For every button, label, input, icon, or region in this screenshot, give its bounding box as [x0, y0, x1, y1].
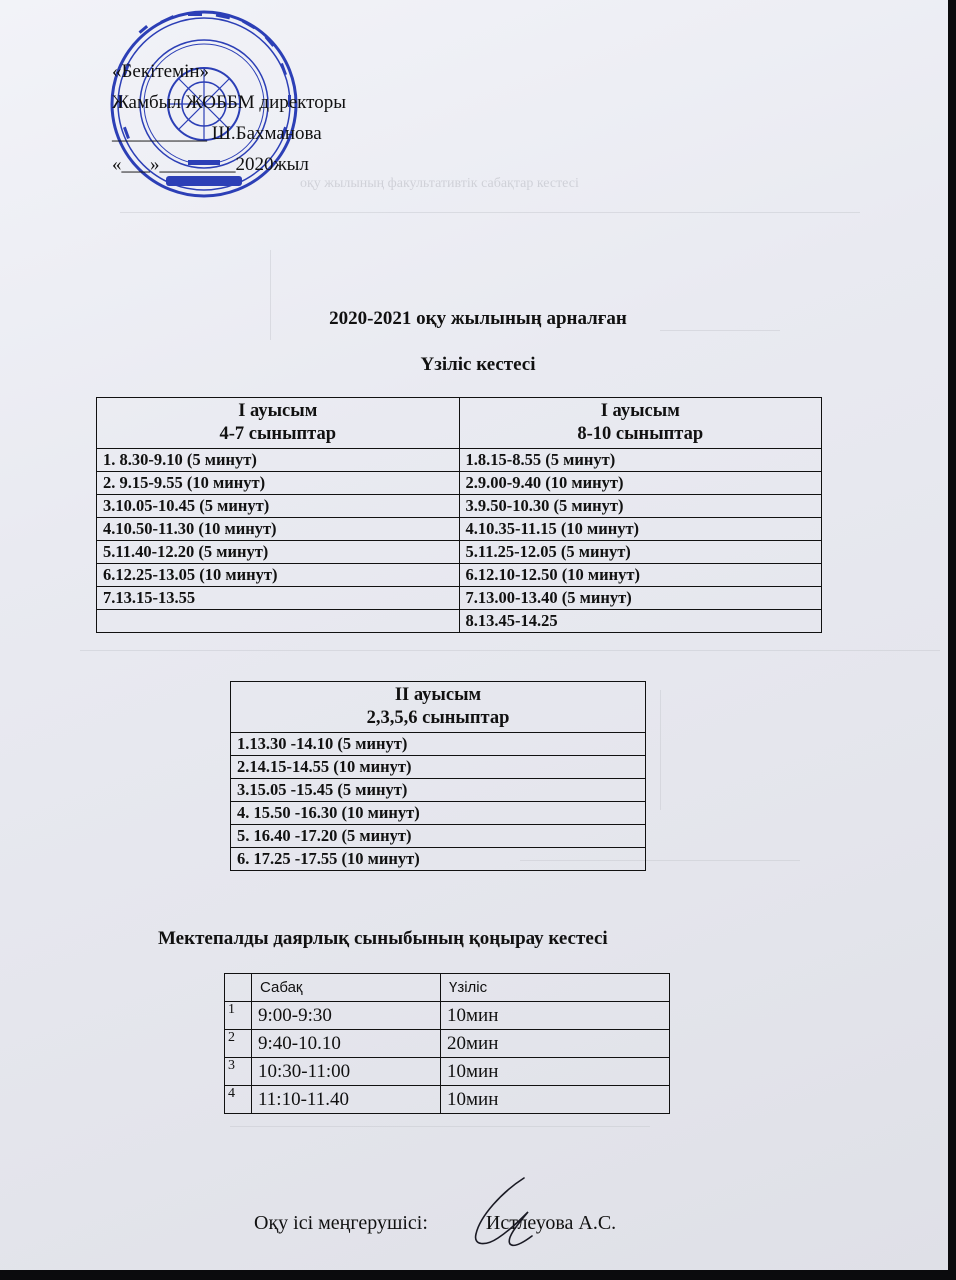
table-cell: 3.10.05-10.45 (5 минут) — [97, 495, 460, 518]
row-number: 2 — [225, 1030, 252, 1058]
approval-director: Жамбыл ЖОББМ директоры — [112, 92, 346, 113]
table-cell: 2.9.00-9.40 (10 минут) — [459, 472, 822, 495]
document-title: 2020-2021 оқу жылының арналған — [329, 308, 627, 329]
table-cell: 2. 9.15-9.55 (10 минут) — [97, 472, 460, 495]
table-row — [231, 779, 646, 802]
table-cell: 8.13.45-14.25 — [459, 610, 822, 633]
table-row — [97, 449, 822, 472]
header-line: ІІ ауысым — [394, 685, 482, 705]
table-header-row — [231, 682, 646, 733]
table-cell: 4.10.50-11.30 (10 минут) — [97, 518, 460, 541]
lesson-time: 11:10-11.40 — [252, 1086, 441, 1114]
table-cell: 6. 17.25 -17.55 (10 минут) — [231, 848, 646, 871]
table-header-row — [225, 974, 670, 1002]
approval-date-line: «___»________2020жыл — [112, 154, 309, 175]
table-cell: 5.11.40-12.20 (5 минут) — [97, 541, 460, 564]
break-header: Үзіліс — [441, 974, 670, 1002]
table-row — [225, 1086, 670, 1114]
shift2-schedule-table — [230, 681, 646, 871]
signature-role: Оқу ісі меңгерушісі: — [254, 1212, 428, 1234]
table-row — [97, 587, 822, 610]
shift1-left-header — [97, 398, 460, 449]
table-cell: 6.12.10-12.50 (10 минут) — [459, 564, 822, 587]
shift1-schedule-table — [96, 397, 822, 633]
table-cell: 6.12.25-13.05 (10 минут) — [97, 564, 460, 587]
number-header — [225, 974, 252, 1002]
break-time: 20мин — [441, 1030, 670, 1058]
approval-signature-line: __________ Ш.Бахманова — [112, 123, 322, 144]
table-header-row — [97, 398, 822, 449]
header-line: І ауысым — [238, 401, 318, 421]
signature-line — [254, 1212, 616, 1235]
table-cell: 2.14.15-14.55 (10 минут) — [231, 756, 646, 779]
row-number: 4 — [225, 1086, 252, 1114]
break-time: 10мин — [441, 1058, 670, 1086]
approval-block — [112, 56, 346, 180]
table-row — [97, 610, 822, 633]
table-row — [97, 564, 822, 587]
bleed-through-line — [120, 212, 860, 213]
break-time: 10мин — [441, 1002, 670, 1030]
break-time: 10мин — [441, 1086, 670, 1114]
table-cell: 5. 16.40 -17.20 (5 минут) — [231, 825, 646, 848]
shift1-right-header — [459, 398, 822, 449]
table-cell: 1.13.30 -14.10 (5 минут) — [231, 733, 646, 756]
table-row — [231, 733, 646, 756]
table-cell — [97, 610, 460, 633]
table-row — [225, 1030, 670, 1058]
header-line: 4-7 сыныптар — [219, 424, 337, 444]
lesson-time: 9:40-10.10 — [252, 1030, 441, 1058]
table-cell: 3.15.05 -15.45 (5 минут) — [231, 779, 646, 802]
row-number: 1 — [225, 1002, 252, 1030]
approval-heading: «Бекітемін» — [112, 61, 210, 82]
bleed-through-text: оқу жылының факультативтік сабақтар кестесі — [300, 176, 579, 191]
signature-name: Истлеуова А.С. — [485, 1212, 617, 1234]
table-row — [231, 848, 646, 871]
shift2-header — [231, 682, 646, 733]
header-line: І ауысым — [600, 401, 680, 421]
table-cell: 5.11.25-12.05 (5 минут) — [459, 541, 822, 564]
table-row — [97, 518, 822, 541]
table-cell: 4.10.35-11.15 (10 минут) — [459, 518, 822, 541]
lesson-time: 10:30-11:00 — [252, 1058, 441, 1086]
document-subtitle: Үзіліс кестесі — [420, 354, 536, 375]
table-row — [231, 756, 646, 779]
row-number: 3 — [225, 1058, 252, 1086]
preschool-title: Мектепалды даярлық сыныбының қоңырау кестесі — [158, 928, 608, 949]
table-row — [231, 825, 646, 848]
bleed-through-line — [80, 650, 940, 651]
table-row — [225, 1002, 670, 1030]
table-row — [97, 541, 822, 564]
table-cell: 1. 8.30-9.10 (5 минут) — [97, 449, 460, 472]
table-cell: 4. 15.50 -16.30 (10 минут) — [231, 802, 646, 825]
header-line: 2,3,5,6 сыныптар — [366, 708, 510, 728]
table-cell: 1.8.15-8.55 (5 минут) — [459, 449, 822, 472]
table-cell: 7.13.15-13.55 — [97, 587, 460, 610]
table-row — [231, 802, 646, 825]
table-row — [225, 1058, 670, 1086]
table-row — [97, 495, 822, 518]
bleed-through-line — [660, 690, 781, 810]
table-row — [97, 472, 822, 495]
lesson-time: 9:00-9:30 — [252, 1002, 441, 1030]
preschool-bell-table — [224, 973, 670, 1114]
table-cell: 3.9.50-10.30 (5 минут) — [459, 495, 822, 518]
lesson-header: Сабақ — [252, 974, 441, 1002]
bleed-through-line — [230, 1126, 650, 1127]
header-line: 8-10 сыныптар — [577, 424, 704, 444]
handwritten-signature — [462, 1172, 542, 1252]
table-cell: 7.13.00-13.40 (5 минут) — [459, 587, 822, 610]
